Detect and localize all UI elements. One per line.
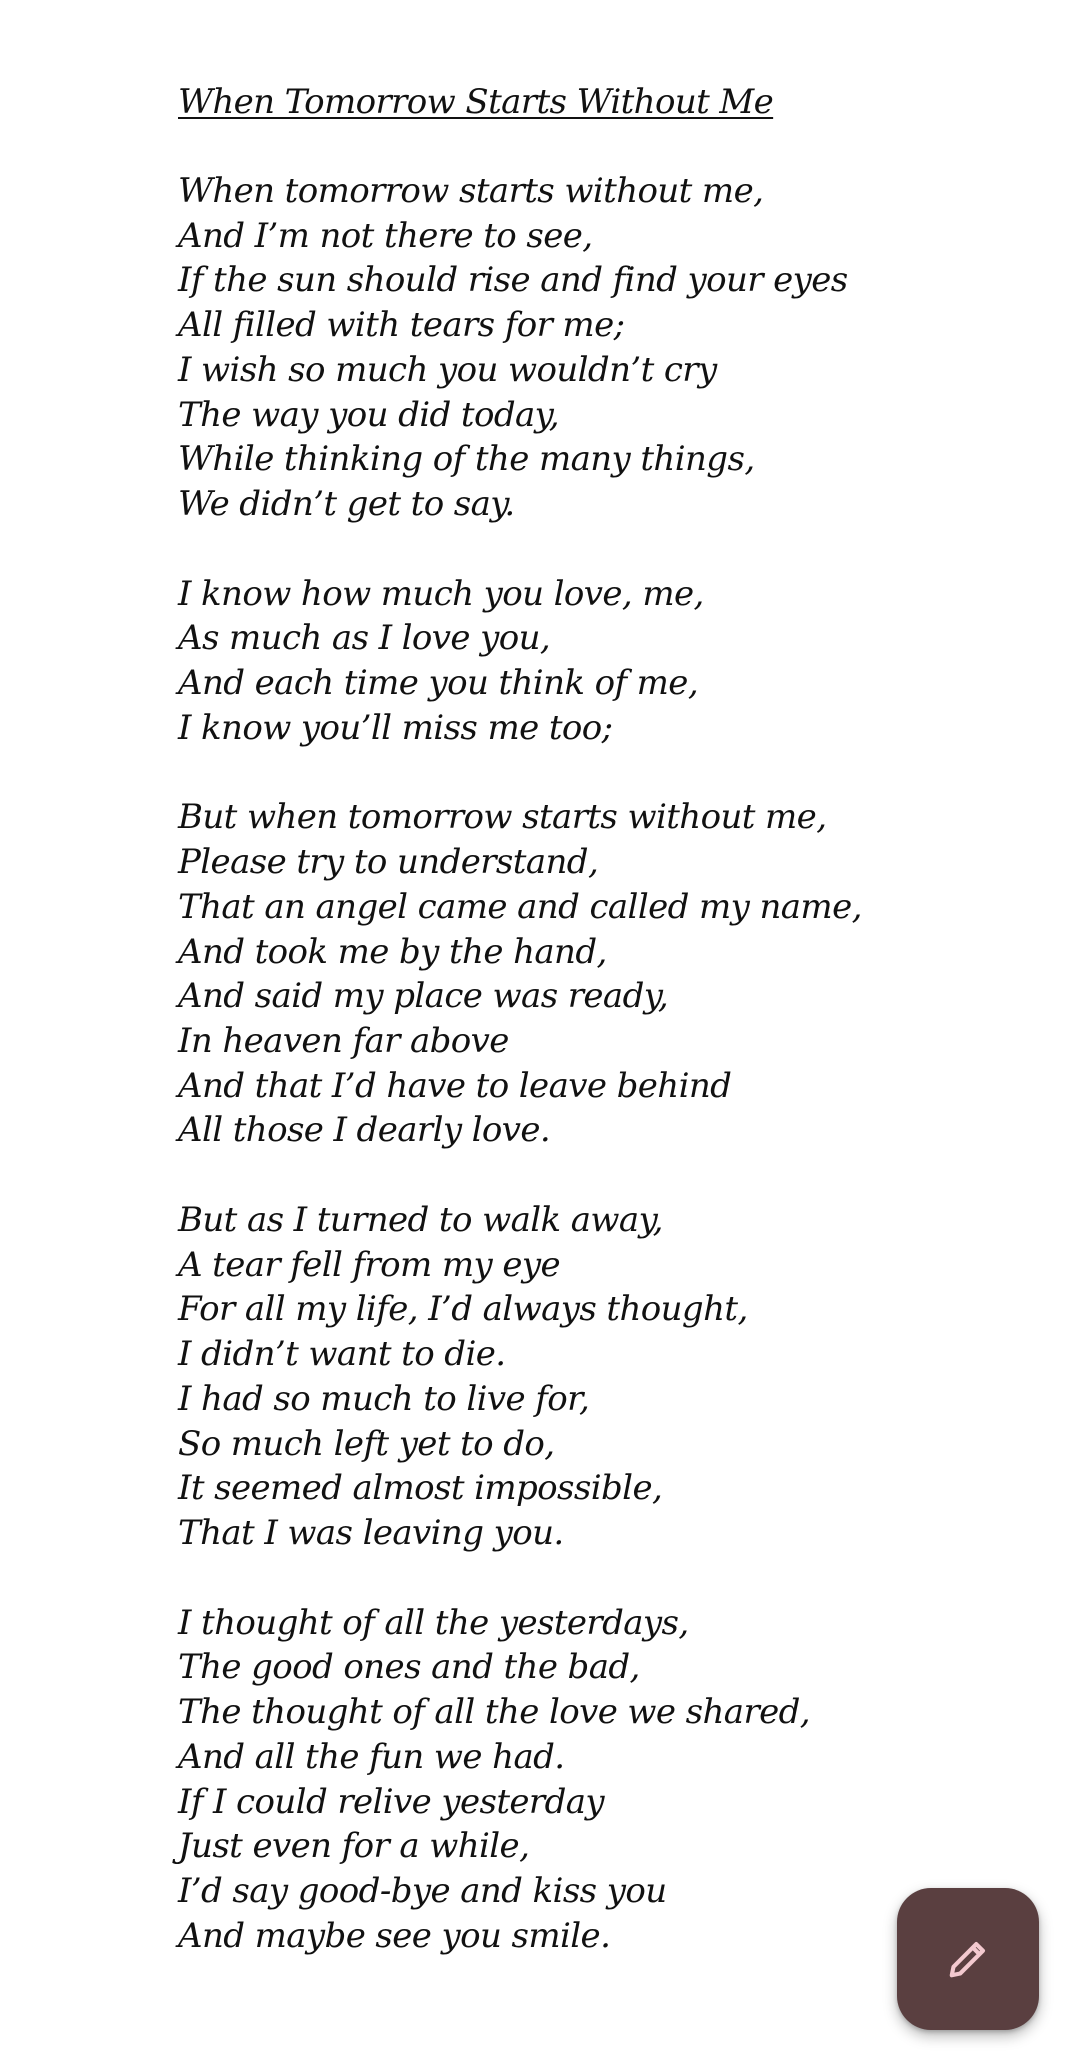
poem-stanzas xyxy=(178,169,1038,1958)
stanza xyxy=(178,795,1038,1153)
poem-line: The thought of all the love we shared, xyxy=(178,1692,811,1733)
poem-line: As much as I love you, xyxy=(178,618,551,659)
poem-line: And I’m not there to see, xyxy=(178,215,593,256)
poem-line: And each time you think of me, xyxy=(178,663,699,704)
poem-line: I know how much you love, me, xyxy=(178,573,704,614)
poem-line: When tomorrow starts without me, xyxy=(178,171,764,211)
poem-line: And said my place was ready, xyxy=(178,976,669,1017)
poem-line: In heaven far above xyxy=(178,1020,509,1061)
poem-line: For all my life, I’d always thought, xyxy=(178,1289,748,1330)
stanza xyxy=(178,1198,1038,1556)
stanza xyxy=(178,169,1038,527)
document-body xyxy=(178,80,1038,2003)
poem-line: And that I’d have to leave behind xyxy=(178,1065,732,1106)
poem-line: Please try to understand, xyxy=(178,842,599,883)
poem-line: All those I dearly love. xyxy=(178,1110,551,1151)
poem-line: If I could relive yesterday xyxy=(178,1781,605,1822)
poem-line: I wish so much you wouldn’t cry xyxy=(178,349,717,390)
edit-fab-button[interactable] xyxy=(897,1888,1039,2030)
poem-line: But as I turned to walk away, xyxy=(178,1200,663,1241)
poem-line: I thought of all the yesterdays, xyxy=(178,1602,689,1643)
poem-line: The way you did today, xyxy=(178,394,559,435)
poem-line: We didn’t get to say. xyxy=(178,483,515,524)
poem-line: Just even for a while, xyxy=(178,1826,530,1867)
poem-line: A tear fell from my eye xyxy=(178,1244,560,1285)
poem-line: That I was leaving you. xyxy=(178,1512,564,1553)
poem-line: While thinking of the many things, xyxy=(178,439,755,480)
poem-line: That an angel came and called my name, xyxy=(178,886,862,927)
poem-line: The good ones and the bad, xyxy=(178,1647,640,1688)
pencil-edit-icon xyxy=(942,1933,994,1985)
poem-line: If the sun should rise and find your eyes xyxy=(178,260,848,301)
poem-line: And took me by the hand, xyxy=(178,931,607,972)
poem-line: I had so much to live for, xyxy=(178,1378,590,1419)
poem-title: When Tomorrow Starts Without Me xyxy=(178,82,774,122)
poem-line: I know you’ll miss me too; xyxy=(178,707,613,748)
poem-line: All filled with tears for me; xyxy=(178,305,625,346)
poem-line: It seemed almost impossible, xyxy=(178,1468,663,1509)
poem-line: So much left yet to do, xyxy=(178,1423,555,1464)
poem-line: I didn’t want to die. xyxy=(178,1334,506,1375)
poem-line: And all the fun we had. xyxy=(178,1736,565,1777)
poem-line: But when tomorrow starts without me, xyxy=(178,797,827,838)
poem-line: I’d say good-bye and kiss you xyxy=(178,1870,667,1911)
poem-line: And maybe see you smile. xyxy=(178,1915,611,1956)
stanza xyxy=(178,572,1038,751)
